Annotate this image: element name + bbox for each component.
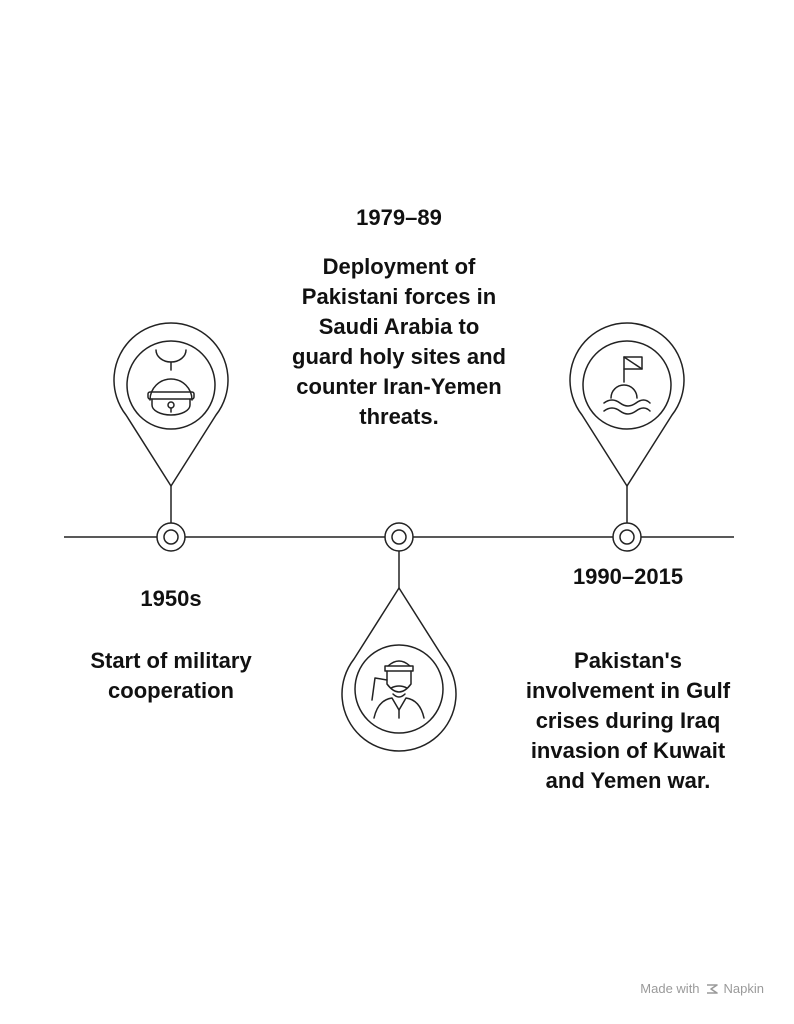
- event-1990-2015-period: 1990–2015: [572, 564, 684, 589]
- napkin-logo-icon: [705, 982, 719, 996]
- timeline-node-1950s: [114, 323, 228, 551]
- napkin-watermark[interactable]: [640, 981, 764, 996]
- event-1950s-period: 1950s: [140, 586, 202, 611]
- timeline-node-1990-2015: [570, 323, 684, 551]
- timeline-node-1979-89: [342, 523, 456, 751]
- watermark-brand: Napkin: [723, 981, 764, 996]
- event-1950s-description: Start of military cooperation: [90, 648, 252, 703]
- watermark-prefix: Made with: [640, 981, 700, 996]
- event-1990-2015-description: Pakistan's involvement in Gulf crises during Iraq invasion of Kuwait and Yemen war.: [525, 648, 731, 793]
- event-1979-89-description: Deployment of Pakistani forces in Saudi Arabia to guard holy sites and counter Iran-Yemen threats.: [292, 254, 506, 429]
- event-1979-89-period: 1979–89: [356, 205, 442, 230]
